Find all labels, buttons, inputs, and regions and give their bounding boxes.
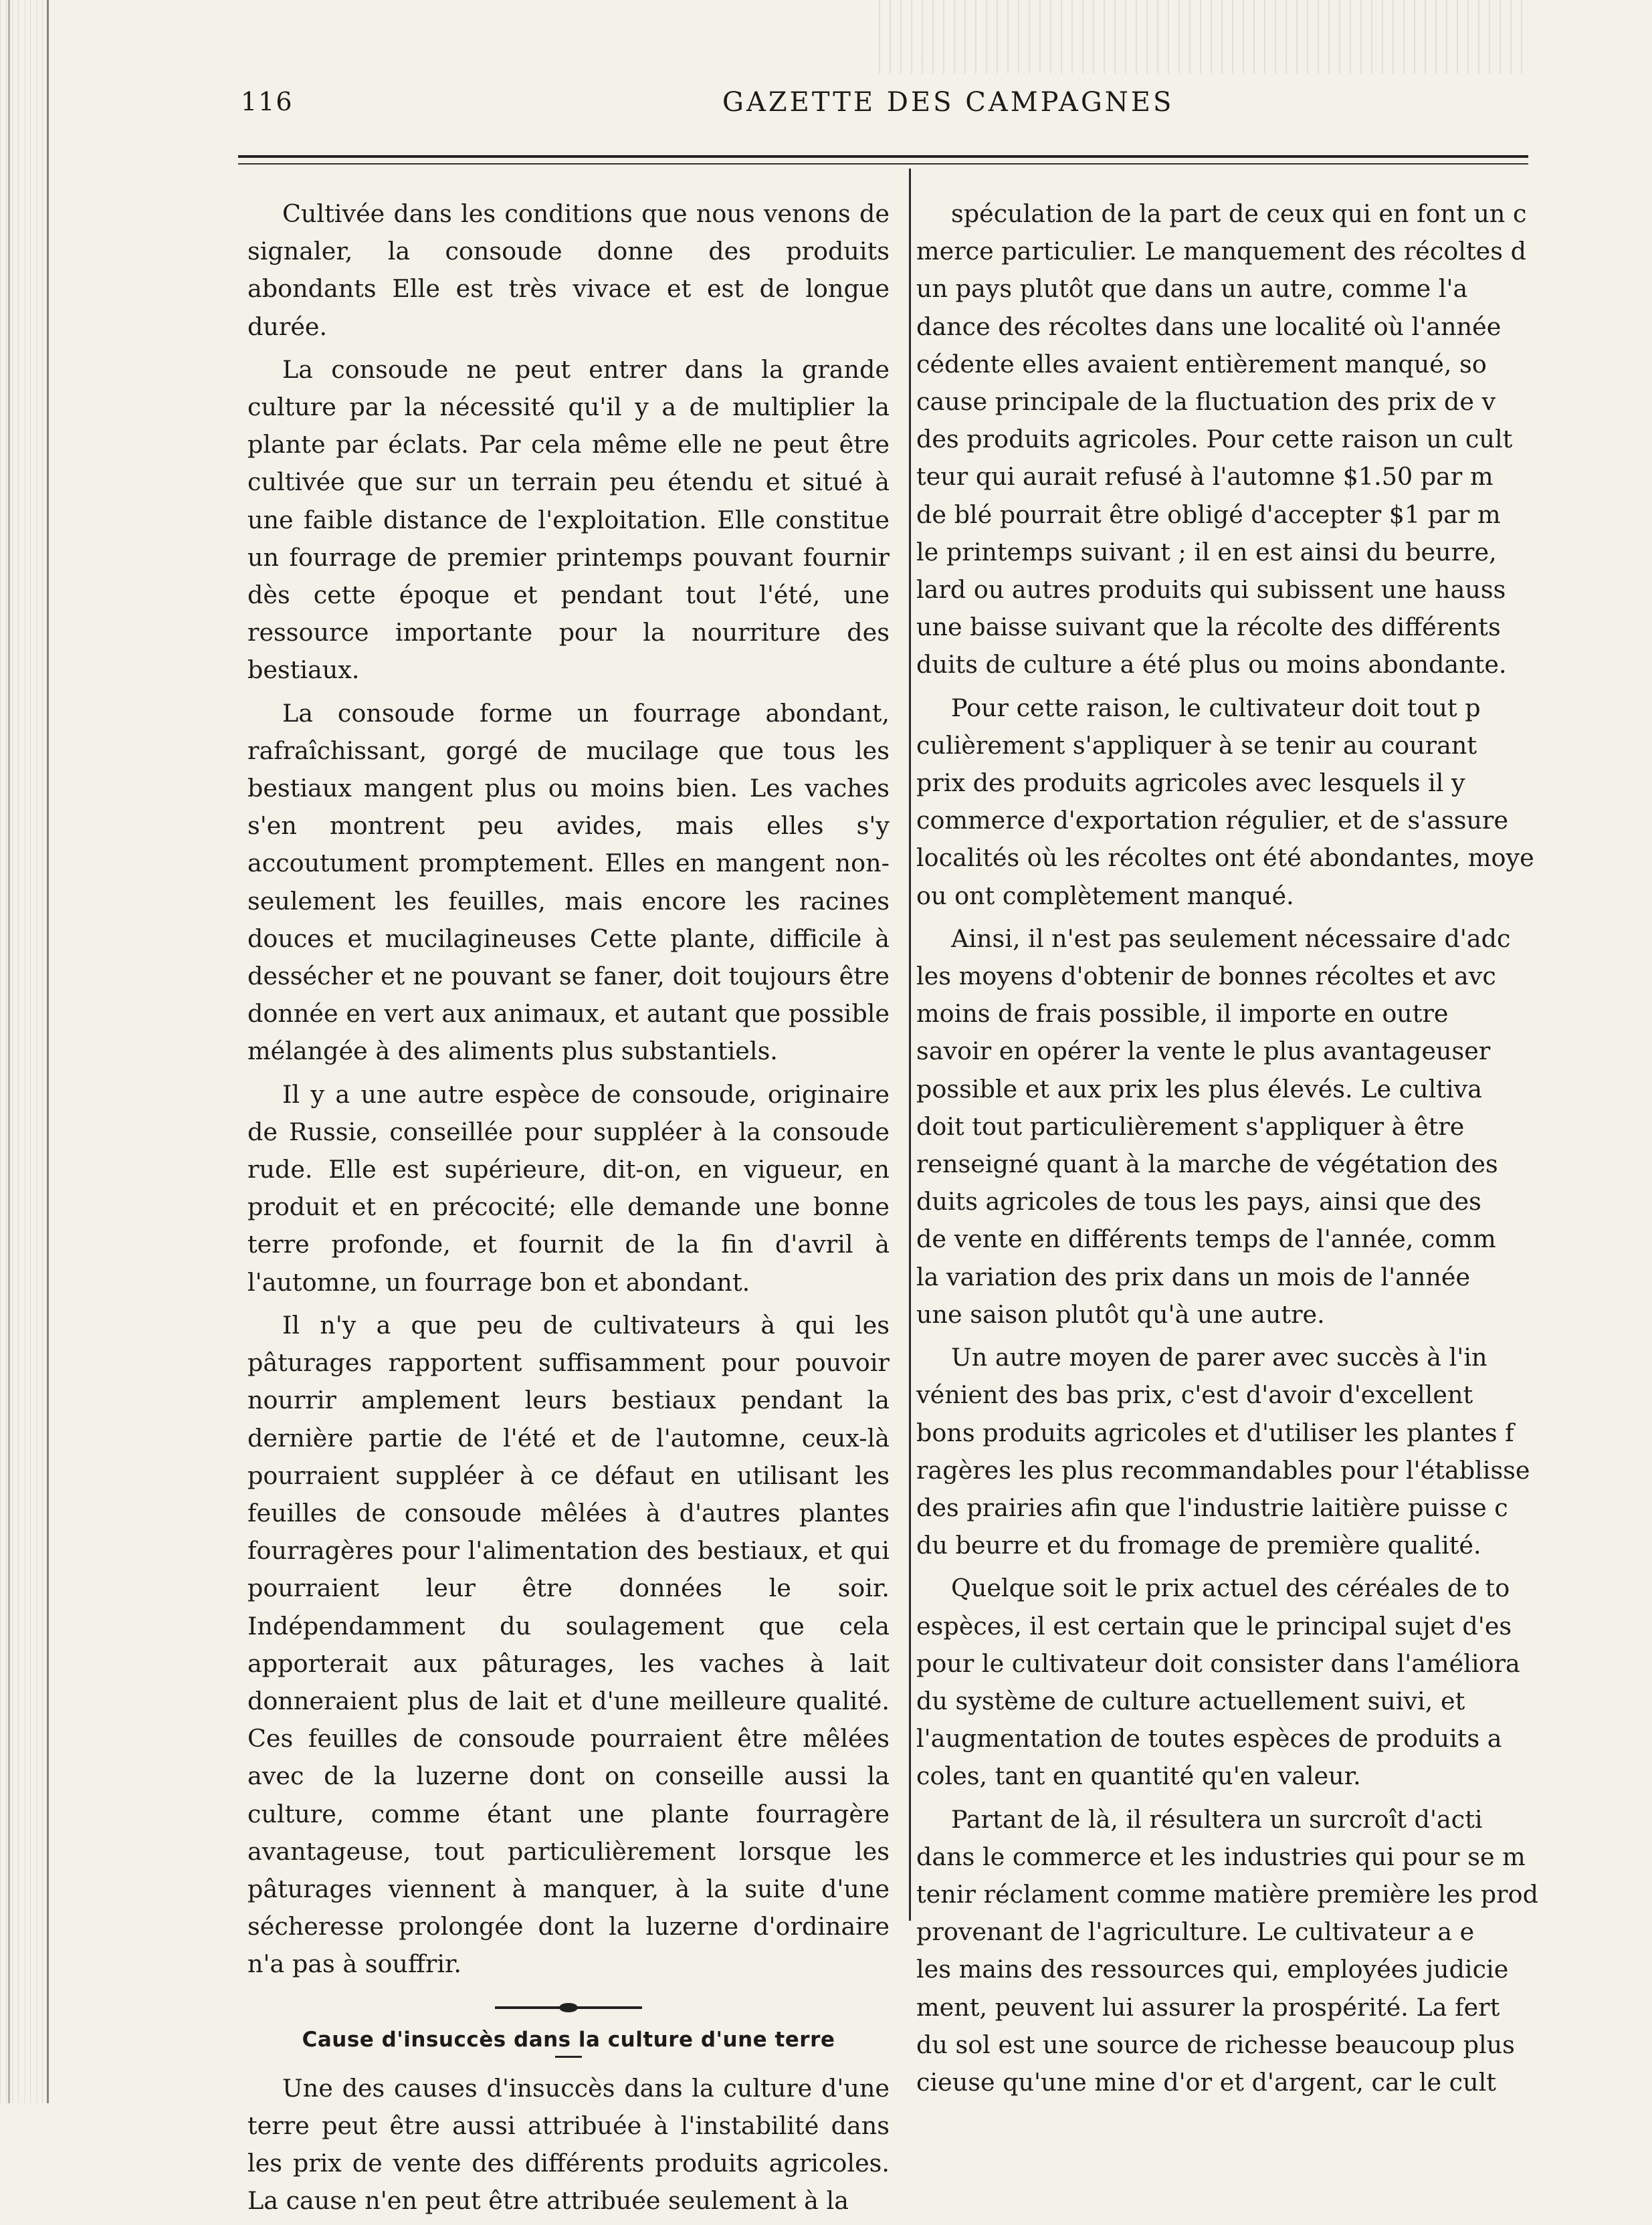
paragraph: spéculation de la part de ceux qui en font un c merce particulier. Le manquement des récoltes d un pays plutôt que dans un autre, comme l'a dance des récoltes dans une localité où l'année cédente elles avaient entièrement manqué, so cause principale de la fluctuation des prix de v des produits agricoles. Pour cette raison un cult teur qui aurait refusé à l'automne $1.50 par m de blé pourrait être obligé d'accepter $1 par m le printemps suivant ; il en est ainsi du beurre, lard ou autres produits qui subissent une hauss une baisse suivant que la récolte des différents duits de culture a été plus ou moins abondante. [916, 199, 1527, 679]
left-column [247, 195, 890, 2225]
title-rule [555, 2056, 582, 2058]
header-rule [238, 163, 1528, 165]
column-divider [909, 169, 911, 1921]
paragraph: Il n'y a que peu de cultivateurs à qui les pâturages rapportent suffisamment pour pouvoir nourrir amplement leurs bestiaux pendant la dernière partie de l'été et de l'automne, ceux-là pourraient suppléer à ce défaut en utilisant les feuilles de consoude mêlées à d'autres plantes fourragères pour l'alimentation des bestiaux, et qui pourraient leur être données le soir. Indépendamment du soulagement que cela apporterait aux pâturages, les vaches à lait donneraient plus de lait et d'une meilleure qualité. Ces feuilles de consoude pourraient être mêlées avec de la luzerne dont on conseille aussi la culture, comme étant une plante fourragère avantageuse, tout particulièrement lorsque les pâturages viennent à manquer, à la suite d'une sécheresse prolongée dont la luzerne d'ordinaire n'a pas à souffrir. [247, 1310, 890, 1979]
binding-line [47, 0, 49, 2103]
paragraph: Ainsi, il n'est pas seulement nécessaire d'adc les moyens d'obtenir de bonnes récoltes et avc moins de frais possible, il importe en outre savoir en opérer la vente le plus avantageuser possible et aux prix les plus élevés. Le cultiva doit tout particulièrement s'appliquer à être renseigné quant à la marche de végétation des duits agricoles de tous les pays, ainsi que des de vente en différents temps de l'année, comm la variation des prix dans un mois de l'année une saison plutôt qu'à une autre. [916, 924, 1511, 1329]
page-number: 116 [241, 87, 294, 116]
page-header [241, 87, 1512, 134]
paragraph: La consoude ne peut entrer dans la grande culture par la nécessité qu'il y a de multiplier la plante par éclats. Par cela même elle ne peut être cultivée que sur un terrain peu étendu et situé à une faible distance de l'exploitation. Elle constitue un fourrage de premier printemps pouvant fournir dès cette époque et pendant tout l'été, une ressource importante pour la nourriture des bestiaux. [247, 354, 890, 685]
journal-title: GAZETTE DES CAMPAGNES [722, 87, 1174, 118]
paragraph: Partant de là, il résultera un surcroît d'acti dans le commerce et les industries qui pour se m tenir réclament comme matière première les prod provenant de l'agriculture. Le cultivateur a e les mains des ressources qui, employées judicie ment, peuvent lui assurer la prospérité. La fert du sol est une source de richesse beaucoup plus cieuse qu'une mine d'or et d'argent, car le cult [916, 1804, 1538, 2097]
paragraph: Pour cette raison, le cultivateur doit tout p culièrement s'appliquer à se tenir au courant prix des produits agricoles avec lesquels il y commerce d'exportation régulier, et de s'assure localités où les récoltes ont été abondantes, moye ou ont complètement manqué. [916, 693, 1534, 910]
section-title: Cause d'insuccès dans la culture d'une terre [302, 2027, 835, 2052]
paragraph: Il y a une autre espèce de consoude, originaire de Russie, conseillée pour suppléer à la consoude rude. Elle est supérieure, dit-on, en vigueur, en produit et en précocité; elle demande une bonne terre profonde, et fournit de la fin d'avril à l'automne, un fourrage bon et abondant. [247, 1079, 890, 1297]
header-rule [238, 155, 1528, 158]
binding-line [8, 0, 10, 2103]
paragraph: Une des causes d'insuccès dans la culture d'une terre peut être aussi attribuée à l'instabilité dans les prix de vente des différents produits agricoles. La cause n'en peut être attribuée seulement à la [247, 2073, 890, 2216]
bleed-through-texture [869, 0, 1528, 74]
scanned-left-edge [0, 0, 47, 2103]
section-separator [495, 2006, 642, 2009]
paragraph: Cultivée dans les conditions que nous venons de signaler, la consoude donne des produits abondants Elle est très vivace et est de longue durée. [247, 199, 890, 341]
paragraph: Quelque soit le prix actuel des céréales de to espèces, il est certain que le principal sujet d'es pour le cultivateur doit consister dans l'améliora du système de culture actuellement suivi, et l'augmentation de toutes espèces de produits a coles, tant en quantité qu'en valeur. [916, 1574, 1520, 1791]
paragraph: La consoude forme un fourrage abondant, rafraîchissant, gorgé de mucilage que tous les bestiaux mangent plus ou moins bien. Les vaches s'en montrent peu avides, mais elles s'y accoutument promptement. Elles en mangent non-seulement les feuilles, mais encore les racines douces et mucilagineuses Cette plante, difficile à dessécher et ne pouvant se faner, doit toujours être donnée en vert aux animaux, et autant que possible mélangée à des aliments plus substantiels. [247, 698, 890, 1066]
right-column [916, 195, 1538, 2097]
paragraph: Un autre moyen de parer avec succès à l'in vénient des bas prix, c'est d'avoir d'excellent bons produits agricoles et d'utiliser les plantes f ragères les plus recommandables pour l'établisse des prairies afin que l'industrie laitière puisse c du beurre et du fromage de première qualité. [916, 1343, 1530, 1560]
